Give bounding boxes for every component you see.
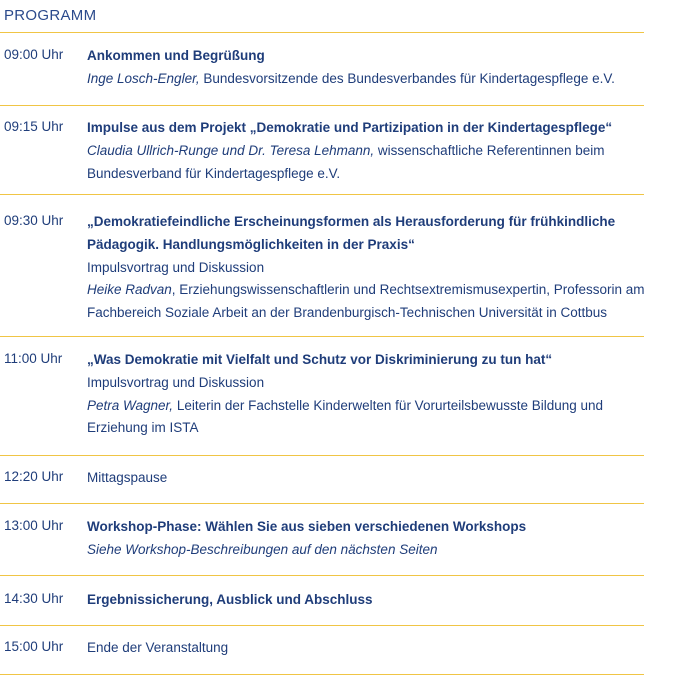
item-speaker (87, 68, 647, 91)
speaker-role-cont: Bundesverband für Kindertagespflege e.V. (87, 165, 341, 181)
divider (0, 105, 644, 106)
speaker-name: Claudia Ullrich-Runge und Dr. Teresa Lehmann, (87, 142, 375, 158)
item-text: Mittagspause (87, 470, 168, 485)
item-title: „Was Demokratie mit Vielfalt und Schutz vor Diskriminierung zu tun hat“ (87, 352, 553, 367)
item-format: Impulsvortrag und Diskussion (87, 374, 265, 390)
speaker-name: Petra Wagner, (87, 397, 174, 413)
item-time: 09:30 Uhr (4, 213, 64, 228)
divider (0, 455, 644, 456)
item-time: 11:00 Uhr (4, 351, 63, 366)
divider (0, 575, 644, 576)
speaker-role-cont: Erziehung im ISTA (87, 420, 199, 436)
speaker-role: wissenschaftliche Referentinnen beim (374, 142, 605, 158)
item-time: 09:15 Uhr (4, 119, 64, 134)
speaker-role: Leiterin der Fachstelle Kinderwelten für Vorurteilsbewusste Bildung und (173, 397, 604, 413)
speaker-role: , Erziehungswissenschaftlerin und Rechtsextremismusexpertin, Professorin am (171, 282, 645, 298)
item-text: Ende der Veranstaltung (87, 640, 229, 655)
note-text: Siehe Workshop-Beschreibungen auf den nächsten Seiten (87, 541, 438, 557)
item-time: 14:30 Uhr (4, 591, 64, 606)
item-title: Ankommen und Begrüßung (87, 48, 265, 63)
divider (0, 194, 644, 195)
item-title: Workshop-Phase: Wählen Sie aus sieben verschiedenen Workshops (87, 519, 527, 534)
item-time: 15:00 Uhr (4, 639, 64, 654)
section-title: PROGRAMM (4, 7, 97, 24)
item-title: Impulse aus dem Projekt „Demokratie und Partizipation in der Kindertagespflege“ (87, 120, 613, 135)
item-title-line-2: Pädagogik. Handlungsmöglichkeiten in der Praxis“ (87, 236, 415, 252)
item-speaker (87, 395, 647, 418)
item-format: Impulsvortrag und Diskussion (87, 259, 265, 275)
divider (0, 336, 644, 337)
item-time: 13:00 Uhr (4, 518, 64, 533)
item-title: Ergebnissicherung, Ausblick und Abschluss (87, 592, 373, 607)
speaker-name: Inge Losch-Engler, (87, 70, 200, 86)
item-note (87, 539, 647, 562)
divider (0, 674, 644, 675)
speaker-role: Bundesvorsitzende des Bundesverbandes für Kindertagespflege e.V. (199, 70, 615, 86)
divider (0, 503, 644, 504)
speaker-role-cont: Fachbereich Soziale Arbeit an der Brandenburgisch-Technischen Universität in Cottbus (87, 305, 608, 321)
item-title-line-1: „Demokratiefeindliche Erscheinungsformen als Herausforderung für frühkindliche (87, 214, 616, 229)
divider (0, 32, 644, 33)
item-time: 12:20 Uhr (4, 469, 64, 484)
item-speaker (87, 140, 647, 163)
divider (0, 625, 644, 626)
item-speaker (87, 279, 647, 302)
speaker-name: Heike Radvan (87, 282, 172, 298)
item-time: 09:00 Uhr (4, 47, 64, 62)
